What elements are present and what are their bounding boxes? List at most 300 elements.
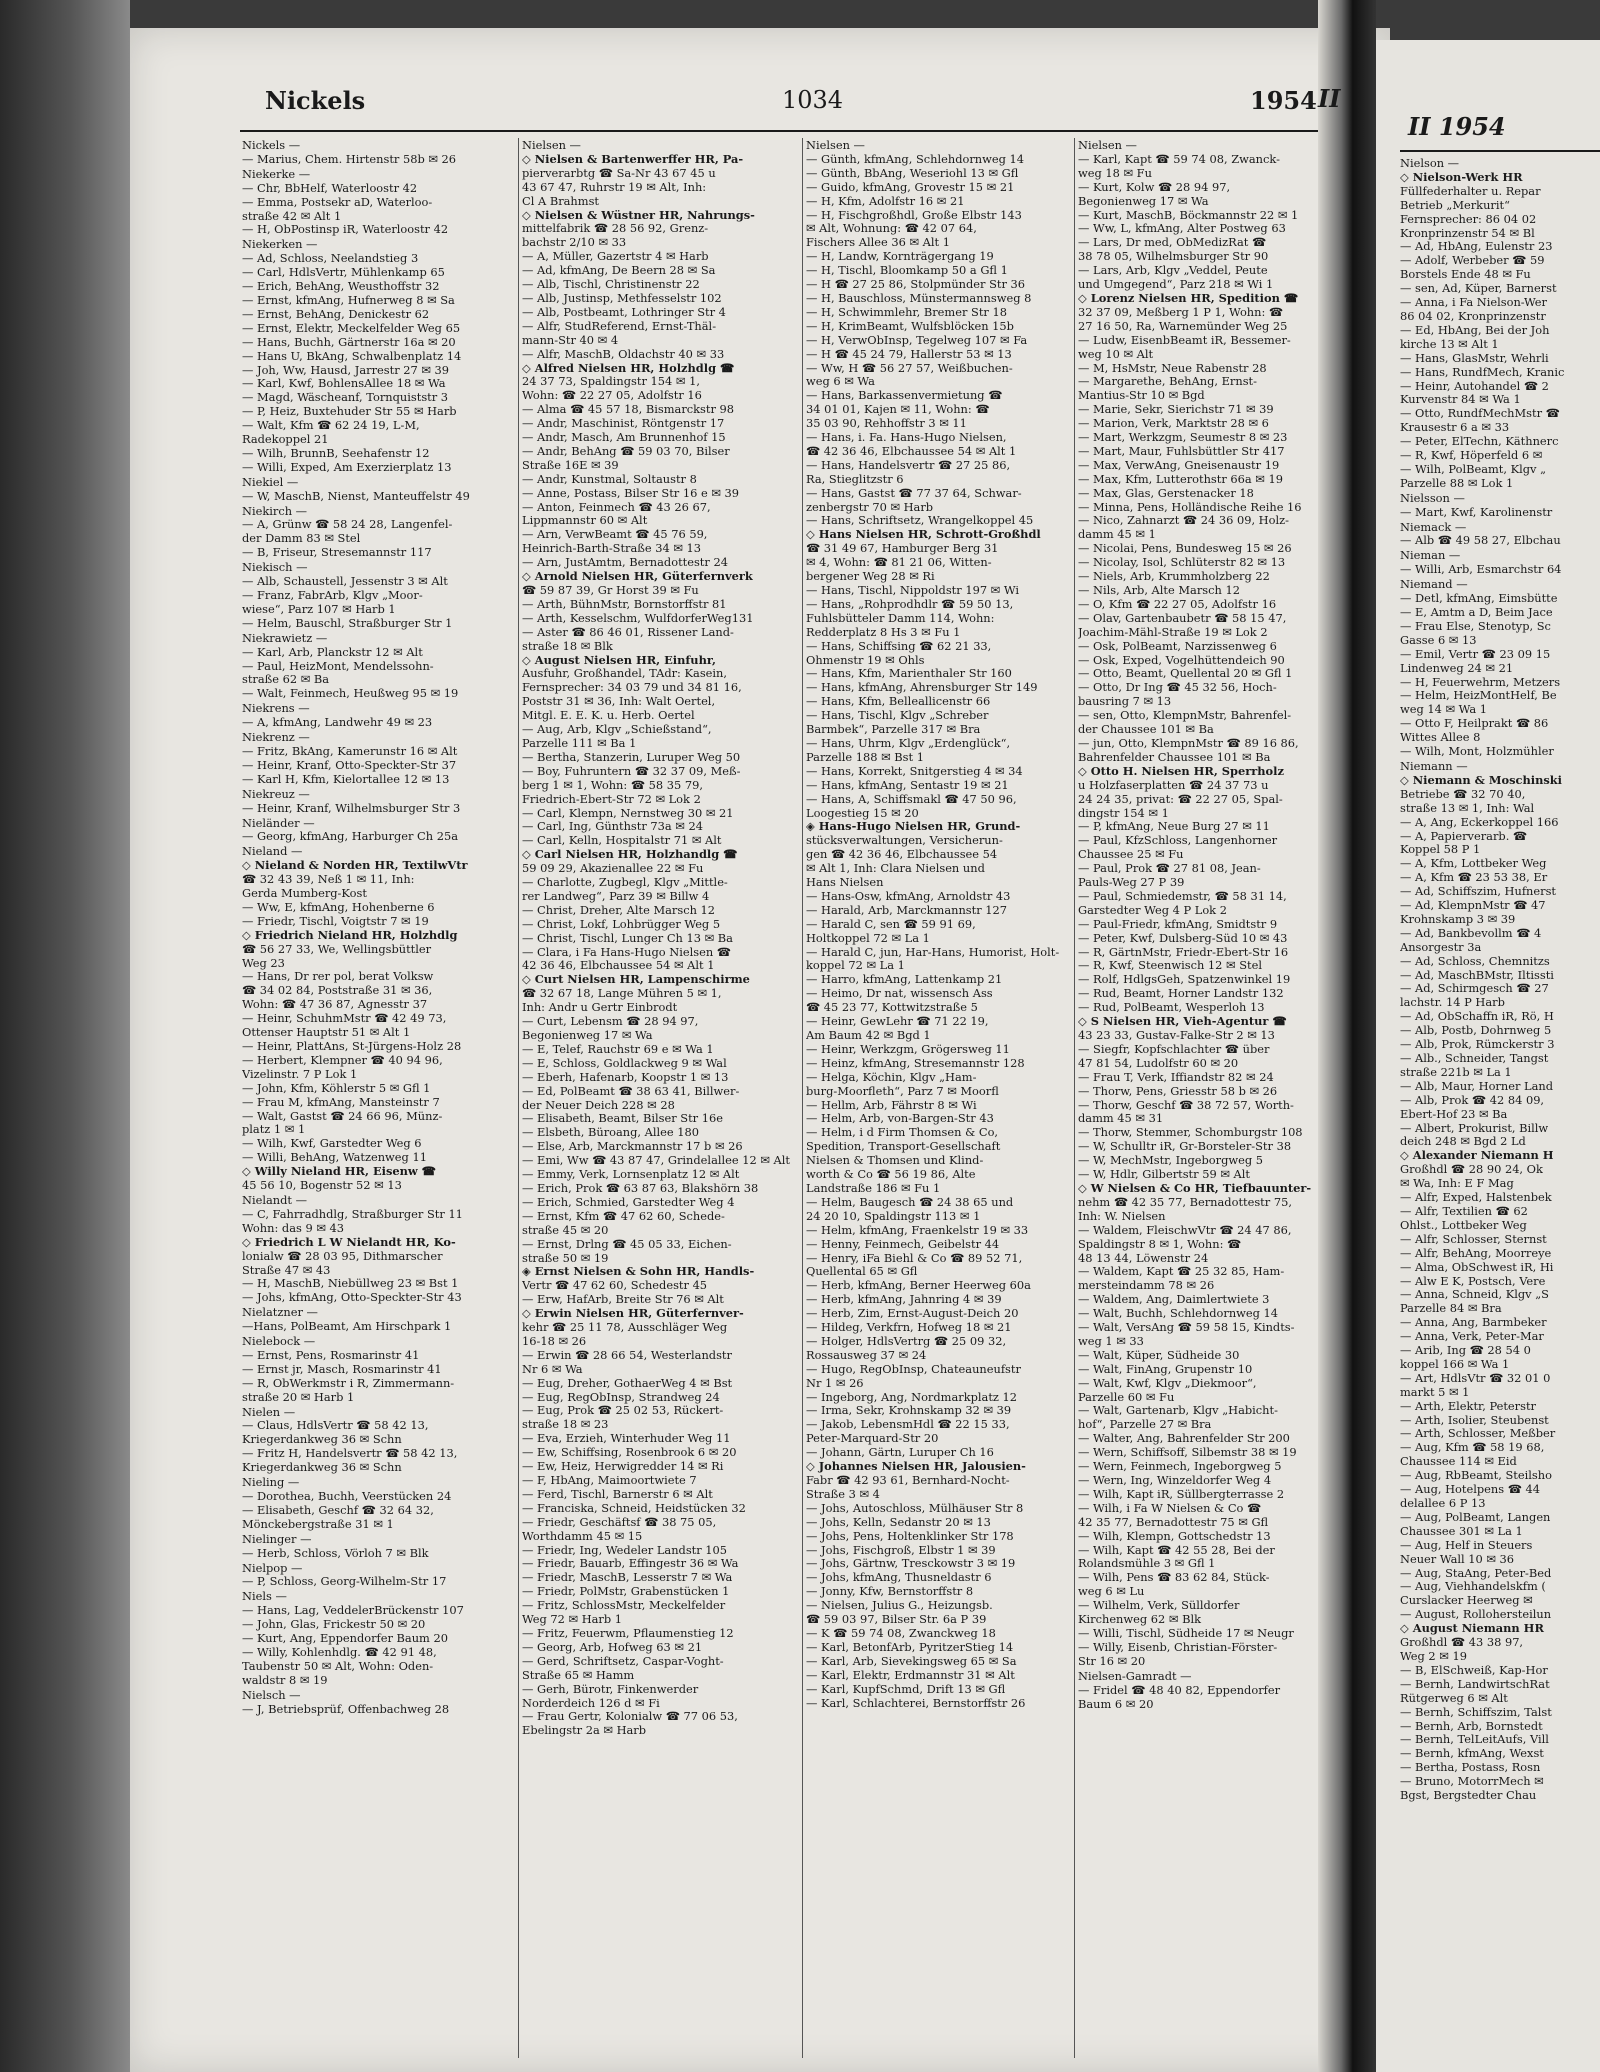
entry-line: — E, Amtm a D, Beim Jace: [1400, 606, 1553, 619]
entry-line: — Hans U, BkAng, Schwalbenplatz 14: [242, 349, 462, 363]
entry-line: Begonienweg 17 ✉ Wa: [522, 1029, 653, 1042]
entry-line: Großhdl ☎ 28 90 24, Ok: [1400, 1163, 1543, 1177]
entry-line: — Arth, Kesselschm, WulfdorferWeg131: [522, 611, 754, 625]
entry-line: — J, Betriebsprüf, Offenbachweg 28: [242, 1702, 450, 1716]
entry-line: straße 42 ✉ Alt 1: [242, 209, 342, 223]
entry-line: — Alb, Schaustell, Jessenstr 3 ✉ Alt: [242, 575, 448, 589]
entry-line: — P, Heiz, Buxtehuder Str 55 ✉ Harb: [242, 405, 457, 419]
entry-line: — A, Kfm ☎ 23 53 38, Er: [1400, 871, 1548, 885]
firm-entry: ◇ Hans Nielsen HR, Schrott-Großhdl: [806, 528, 1041, 542]
entry-line: — Dorothea, Buchh, Veerstücken 24: [242, 1490, 452, 1503]
firm-entry: ◇ W Nielsen & Co HR, Tiefbauunter-: [1078, 1181, 1312, 1195]
entry-line: — Walter, Ang, Bahrenfelder Str 200: [1078, 1432, 1290, 1446]
entry-line: straße 18 ✉ 23: [522, 1418, 609, 1432]
entry-line: — Nielsen, Julius G., Heizungsb.: [806, 1599, 993, 1613]
entry-line: — Emmy, Verk, Lornsenplatz 12 ✉ Alt: [522, 1168, 740, 1182]
entry-line: — Paul, HeizMont, Mendelssohn-: [242, 659, 434, 673]
entry-line: Rossausweg 37 ✉ 24: [806, 1348, 927, 1362]
surname-heading: Nielsson —: [1400, 491, 1465, 505]
entry-line: straße 62 ✉ Ba: [242, 673, 330, 687]
entry-line: — H ☎ 45 24 79, Hallerstr 53 ✉ 13: [806, 347, 1012, 361]
entry-line: — Erwin ☎ 28 66 54, Westerlandstr: [522, 1348, 732, 1362]
entry-line: — Herbert, Klempner ☎ 40 94 96,: [242, 1053, 443, 1067]
entry-line: — Ludw, EisenbBeamt iR, Bessemer-: [1078, 333, 1291, 347]
entry-line: — E, Schloss, Goldlackweg 9 ✉ Wal: [522, 1056, 727, 1070]
entry-line: — Hans, kfmAng, Sentastr 19 ✉ 21: [806, 778, 1009, 792]
entry-line: — Ed, PolBeamt ☎ 38 63 41, Billwer-: [522, 1084, 740, 1098]
entry-line: 27 16 50, Ra, Warnemünder Weg 25: [1078, 319, 1288, 333]
entry-line: — Eberh, Hafenarb, Koopstr 1 ✉ 13: [522, 1070, 729, 1084]
entry-line: — Wilh, Kapt ☎ 42 55 28, Bei der: [1078, 1543, 1275, 1557]
entry-line: — Henny, Feinmech, Geibelstr 44: [806, 1237, 1000, 1251]
entry-line: ✉ Alt, Wohnung: ☎ 42 07 64,: [806, 222, 977, 236]
entry-line: Betrieb „Merkurit“: [1400, 198, 1510, 212]
entry-line: — Ferd, Tischl, Barnerstr 6 ✉ Alt: [522, 1487, 713, 1501]
facing-page-column: [1400, 156, 1600, 2056]
entry-line: Quellental 65 ✉ Gfl: [806, 1265, 918, 1279]
entry-line: — Andr, Kunstmal, Soltaustr 8: [522, 472, 697, 486]
entry-line: — Carl, Klempn, Nernstweg 30 ✉ 21: [522, 806, 734, 820]
entry-line: Heinrich-Barth-Straße 34 ✉ 13: [522, 542, 702, 556]
entry-line: berg 1 ✉ 1, Wohn: ☎ 58 35 79,: [522, 778, 703, 792]
entry-line: — H, MaschB, Niebüllweg 23 ✉ Bst 1: [242, 1277, 459, 1291]
entry-line: — Hans-Osw, kfmAng, Arnoldstr 43: [806, 889, 1011, 903]
entry-line: — Osk, PolBeamt, Narzissenweg 6: [1078, 639, 1277, 653]
entry-line: — Willy, Eisenb, Christian-Förster-: [1078, 1640, 1278, 1654]
firm-entry: ◇ Arnold Nielsen HR, Güterfernverk: [522, 570, 753, 584]
entry-line: — Eug, RegObInsp, Strandweg 24: [522, 1390, 720, 1404]
entry-line: Chaussee 114 ✉ Eid: [1400, 1455, 1517, 1469]
entry-line: — Johs, Pens, Holtenklinker Str 178: [806, 1529, 1014, 1543]
firm-entry: ◇ August Niemann HR: [1400, 1622, 1544, 1636]
entry-line: koppel 166 ✉ Wa 1: [1400, 1357, 1510, 1371]
entry-line: — Harald C, sen ☎ 59 91 69,: [806, 917, 976, 931]
entry-line: — Heinr, Werkzgm, Grögersweg 11: [806, 1042, 1010, 1056]
entry-line: — Curt, Lebensm ☎ 28 94 97,: [522, 1015, 699, 1029]
entry-line: — Wilh, Pens ☎ 83 62 84, Stück-: [1078, 1571, 1270, 1585]
entry-line: — B, ElSchweiß, Kap-Hor: [1400, 1663, 1548, 1677]
entry-line: — Elisabeth, Beamt, Bilser Str 16e: [522, 1112, 723, 1126]
entry-line: 34 01 01, Kajen ✉ 11, Wohn: ☎: [806, 403, 990, 417]
entry-line: straße 221b ✉ La 1: [1400, 1065, 1512, 1079]
entry-line: worth & Co ☎ 56 19 86, Alte: [806, 1168, 976, 1182]
entry-line: Nr 1 ✉ 26: [806, 1376, 864, 1390]
entry-line: Baum 6 ✉ 20: [1078, 1697, 1154, 1711]
entry-line: — Joh, Ww, Hausd, Jarrestr 27 ✉ 39: [242, 363, 450, 377]
entry-line: — Hans, Tischl, Klgv „Schreber: [806, 709, 989, 723]
entry-line: Barmbek“, Parzelle 317 ✉ Bra: [806, 723, 981, 737]
entry-line: — Heinr, GewLehr ☎ 71 22 19,: [806, 1015, 989, 1029]
entry-line: — Helm, Bauschl, Straßburger Str 1: [242, 616, 453, 630]
entry-line: — Ingeborg, Ang, Nordmarkplatz 12: [806, 1390, 1018, 1404]
entry-line: — Nicolai, Pens, Bundesweg 15 ✉ 26: [1078, 542, 1292, 556]
entry-line: — K ☎ 59 74 08, Zwanckweg 18: [806, 1626, 996, 1640]
entry-line: — Walt, Kfm ☎ 62 24 19, L-M,: [242, 419, 420, 433]
entry-line: — Georg, kfmAng, Harburger Ch 25a: [242, 830, 458, 844]
entry-line: — Alfr, MaschB, Oldachstr 40 ✉ 33: [522, 347, 725, 361]
entry-line: — Max, Kfm, Lutterothstr 66a ✉ 19: [1078, 472, 1283, 486]
entry-line: gen ☎ 42 36 46, Elbchaussee 54: [806, 848, 998, 862]
entry-line: — P, kfmAng, Neue Burg 27 ✉ 11: [1078, 820, 1270, 834]
entry-line: — Alb, Prok ☎ 42 84 09,: [1400, 1093, 1545, 1107]
entry-line: Radekoppel 21: [242, 433, 329, 447]
surname-heading: Nielsen —: [1078, 139, 1137, 152]
entry-line: — Hans, Gastst ☎ 77 37 64, Schwar-: [806, 486, 1022, 500]
entry-line: Ebelingstr 2a ✉ Harb: [522, 1724, 647, 1738]
entry-line: straße 50 ✉ 19: [522, 1251, 609, 1265]
entry-line: — Emma, Postsekr aD, Waterloo-: [242, 195, 433, 209]
entry-line: — Art, HdlsVtr ☎ 32 01 0: [1400, 1371, 1551, 1385]
entry-line: Begonienweg 17 ✉ Wa: [1078, 194, 1209, 208]
entry-line: Pauls-Weg 27 P 39: [1078, 876, 1185, 890]
entry-line: — Wilh, Klempn, Gottschedstr 13: [1078, 1529, 1271, 1543]
entry-line: — Karl, Kapt ☎ 59 74 08, Zwanck-: [1078, 152, 1280, 166]
entry-line: nehm ☎ 42 35 77, Bernadottestr 75,: [1078, 1195, 1292, 1209]
entry-line: 43 67 47, Ruhrstr 19 ✉ Alt, Inh:: [522, 180, 707, 194]
entry-line: weg 10 ✉ Alt: [1078, 347, 1154, 361]
entry-line: 59 09 29, Akazienallee 22 ✉ Fu: [522, 862, 704, 876]
entry-line: — B, Friseur, Stresemannstr 117: [242, 546, 432, 560]
entry-line: — Niels, Arb, Krummholzberg 22: [1078, 570, 1270, 584]
entry-line: — Herb, kfmAng, Berner Heerweg 60a: [806, 1279, 1031, 1293]
entry-line: — Johs, kfmAng, Thusneldastr 6: [806, 1571, 992, 1585]
entry-line: 48 13 44, Löwenstr 24: [1078, 1251, 1209, 1265]
entry-line: — John, Kfm, Köhlerstr 5 ✉ Gfl 1: [242, 1081, 431, 1095]
entry-line: — H, Bauschloss, Münstermannsweg 8: [806, 291, 1032, 305]
firm-entry: ◇ Otto H. Nielsen HR, Sperrholz: [1078, 764, 1284, 778]
entry-line: weg 18 ✉ Fu: [1078, 166, 1152, 180]
entry-line: — Olav, Gartenbaubetr ☎ 58 15 47,: [1078, 611, 1287, 625]
entry-line: — Alw E K, Postsch, Vere: [1400, 1274, 1546, 1288]
entry-line: — Ad, Schloss, Chemnitzs: [1400, 954, 1550, 968]
entry-line: — Gerh, Bürotr, Finkenwerder: [522, 1682, 699, 1696]
entry-line: — Hans, Kfm, Belleallicenstr 66: [806, 695, 991, 709]
entry-line: — Helm, HeizMontHelf, Be: [1400, 689, 1557, 703]
entry-line: Ra, Stieglitzstr 6: [806, 472, 904, 486]
entry-line: bausring 7 ✉ 13: [1078, 695, 1172, 709]
entry-line: lonialw ☎ 28 03 95, Dithmarscher: [242, 1249, 443, 1263]
entry-line: — Ad, KlempnMstr ☎ 47: [1400, 899, 1546, 913]
entry-line: Cl A Brahmst: [522, 194, 599, 208]
entry-line: — Alb, Postbeamt, Lothringer Str 4: [522, 305, 726, 319]
entry-line: Curslacker Heerweg ✉: [1400, 1594, 1533, 1608]
entry-line: — Aug, Arb, Klgv „Schießstand“,: [522, 723, 712, 737]
entry-line: — Bernh, Schiffszim, Talst: [1400, 1705, 1552, 1719]
surname-heading: Niels —: [242, 1590, 287, 1604]
running-head-volume: II: [1318, 84, 1341, 113]
entry-line: Fernsprecher: 86 04 02: [1400, 212, 1537, 226]
entry-line: Inh: Andr u Gertr Einbrodt: [522, 1001, 678, 1015]
entry-line: — Ad, kfmAng, De Beern 28 ✉ Sa: [522, 264, 716, 278]
firm-entry: ◈ Ernst Nielsen & Sohn HR, Handls-: [522, 1265, 755, 1279]
entry-line: — Aug, StaAng, Peter-Bed: [1400, 1566, 1552, 1580]
entry-line: — Claus, HdlsVertr ☎ 58 42 13,: [242, 1419, 429, 1433]
entry-line: Rütgerweg 6 ✉ Alt: [1400, 1691, 1508, 1705]
entry-line: — Hans, i. Fa. Hans-Hugo Nielsen,: [806, 431, 1007, 445]
entry-line: — Peter, ElTechn, Käthnerc: [1400, 435, 1559, 449]
entry-line: — Alb, Prok, Rümckerstr 3: [1400, 1038, 1555, 1052]
entry-line: — Ernst jr, Masch, Rosmarinstr 41: [242, 1362, 442, 1376]
entry-line: Kriegerdankweg 36 ✉ Schn: [242, 1461, 402, 1475]
entry-line: — Friedr, Ing, Wedeler Landstr 105: [522, 1543, 728, 1557]
surname-heading: Nielebock —: [242, 1335, 316, 1349]
entry-line: — Thorw, Pens, Griesstr 58 b ✉ 26: [1078, 1084, 1278, 1098]
entry-line: — Walt, Gartenarb, Klgv „Habicht-: [1078, 1404, 1278, 1418]
entry-line: — Heinz, kfmAng, Stresemannstr 128: [806, 1056, 1025, 1070]
entry-line: — John, Glas, Frickestr 50 ✉ 20: [242, 1618, 426, 1632]
entry-line: — Günth, BbAng, Weseriohl 13 ✉ Gfl: [806, 166, 1019, 180]
entry-line: Krausestr 6 a ✉ 33: [1400, 421, 1510, 435]
entry-line: — Hellm, Arb, Fährstr 8 ✉ Wi: [806, 1098, 977, 1112]
entry-line: — Aug, Hotelpens ☎ 44: [1400, 1483, 1540, 1497]
entry-line: — Henry, iFa Biehl & Co ☎ 89 52 71,: [806, 1251, 1023, 1265]
entry-line: Fuhlsbütteler Damm 114, Wohn:: [806, 611, 995, 625]
entry-line: — Bernh, Arb, Bornstedt: [1400, 1719, 1543, 1733]
entry-line: zenbergstr 70 ✉ Harb: [806, 500, 934, 514]
entry-line: Norderdeich 126 d ✉ Fi: [522, 1696, 660, 1710]
entry-line: — Arth, BühnMstr, Bornstorffstr 81: [522, 597, 727, 611]
entry-line: rer Landweg“, Parz 39 ✉ Billw 4: [522, 889, 710, 903]
entry-line: — Friedr, PolMstr, Grabenstücken 1: [522, 1585, 730, 1599]
entry-line: — Arth, Isolier, Steubenst: [1400, 1413, 1549, 1427]
entry-line: — Rud, Beamt, Horner Landstr 132: [1078, 987, 1284, 1001]
entry-line: Inh: W. Nielsen: [1078, 1209, 1166, 1223]
entry-line: — Eug, Dreher, GothaerWeg 4 ✉ Bst: [522, 1376, 733, 1390]
entry-line: — Hugo, RegObInsp, Chateauneufstr: [806, 1362, 1021, 1376]
entry-line: hof“, Parzelle 27 ✉ Bra: [1078, 1418, 1212, 1432]
entry-line: stücksverwaltungen, Versicherun-: [806, 834, 1003, 848]
entry-line: — Wern, Feinmech, Ingeborgweg 5: [1078, 1460, 1282, 1474]
entry-line: waldstr 8 ✉ 19: [242, 1673, 328, 1687]
column-divider: [802, 138, 803, 2058]
entry-line: Nr 6 ✉ Wa: [522, 1362, 583, 1376]
entry-line: — Kurt, Kolw ☎ 28 94 97,: [1078, 180, 1231, 194]
entry-line: — Guido, kfmAng, Grovestr 15 ✉ 21: [806, 180, 1015, 194]
entry-line: — Christ, Lokf, Lohbrügger Weg 5: [522, 917, 721, 931]
entry-line: — Elsbeth, Büroang, Allee 180: [522, 1126, 700, 1140]
book-gutter: [1318, 0, 1376, 2072]
entry-line: Spedition, Transport-Gesellschaft: [806, 1140, 1001, 1154]
entry-line: — Wilh, Kapt iR, Süllbergterrasse 2: [1078, 1487, 1285, 1501]
entry-line: straße 45 ✉ 20: [522, 1223, 609, 1237]
entry-line: ☎ 34 02 84, Poststraße 31 ✉ 36,: [242, 984, 433, 998]
entry-line: — Bruno, MotorrMech ✉: [1400, 1775, 1544, 1789]
entry-line: Ausfuhr, Großhandel, TAdr: Kasein,: [522, 667, 728, 681]
entry-line: — O, Kfm ☎ 22 27 05, Adolfstr 16: [1078, 597, 1277, 611]
entry-line: — C, Fahrradhdlg, Straßburger Str 11: [242, 1207, 463, 1221]
surname-heading: Niekerke —: [242, 167, 311, 181]
entry-line: — A, Grünw ☎ 58 24 28, Langenfel-: [242, 518, 453, 532]
entry-line: — H, ObPostinsp iR, Waterloostr 42: [242, 223, 449, 237]
entry-line: — Alma ☎ 45 57 18, Bismarckstr 98: [522, 403, 735, 417]
entry-line: — Max, VerwAng, Gneisenaustr 19: [1078, 458, 1280, 472]
entry-line: — Frau T, Verk, Iffiandstr 82 ✉ 24: [1078, 1070, 1274, 1084]
firm-entry: ◇ Willy Nieland HR, Eisenw ☎: [242, 1165, 436, 1179]
entry-line: — Heinr, PlattAns, St-Jürgens-Holz 28: [242, 1040, 462, 1053]
entry-line: — Alb, Postb, Dohrnweg 5: [1400, 1024, 1552, 1038]
entry-line: — Willy, Kohlenhdlg. ☎ 42 91 48,: [242, 1645, 437, 1659]
entry-line: 16-18 ✉ 26: [522, 1334, 587, 1348]
entry-line: — Heinr, Kranf, Wilhelmsburger Str 3: [242, 801, 461, 815]
entry-line: wiese“, Parz 107 ✉ Harb 1: [242, 602, 396, 616]
entry-line: — Paul-Friedr, kfmAng, Smidtstr 9: [1078, 917, 1278, 931]
directory-column-2: [522, 138, 794, 2058]
entry-line: — Arth, Elektr, Peterstr: [1400, 1399, 1536, 1413]
entry-line: — H ☎ 27 25 86, Stolpmünder Str 36: [806, 278, 1026, 292]
entry-line: Ohmenstr 19 ✉ Ohls: [806, 653, 925, 667]
entry-line: — Erich, BehAng, Weusthoffstr 32: [242, 280, 440, 294]
entry-line: — Otto, Dr Ing ☎ 45 32 56, Hoch-: [1078, 681, 1277, 695]
entry-line: — Friedr, MaschB, Lesserstr 7 ✉ Wa: [522, 1571, 733, 1585]
entry-line: Füllfederhalter u. Repar: [1400, 184, 1541, 198]
entry-line: — H, KrimBeamt, Wulfsblöcken 15b: [806, 319, 1014, 333]
entry-line: — Karl, Arb, Planckstr 12 ✉ Alt: [242, 645, 423, 659]
entry-line: bachstr 2/10 ✉ 33: [522, 236, 627, 250]
entry-line: damm 45 ✉ 31: [1078, 1112, 1164, 1126]
entry-line: — Friedr, Geschäftsf ☎ 38 75 05,: [522, 1515, 717, 1529]
entry-line: — Mart, Werkzgm, Seumestr 8 ✉ 23: [1078, 431, 1288, 445]
entry-line: Parzelle 188 ✉ Bst 1: [806, 750, 924, 764]
entry-line: — Andr, Masch, Am Brunnenhof 15: [522, 431, 726, 445]
entry-line: Vertr ☎ 47 62 60, Schedestr 45: [522, 1279, 708, 1293]
entry-line: — Rolf, HdlgsGeh, Spatzenwinkel 19: [1078, 973, 1291, 987]
entry-line: — Mart, Maur, Fuhlsbüttler Str 417: [1078, 444, 1285, 458]
entry-line: straße 20 ✉ Harb 1: [242, 1390, 355, 1404]
entry-line: Weg 2 ✉ 19: [1400, 1649, 1467, 1663]
firm-entry: ◇ Curt Nielsen HR, Lampenschirme: [522, 973, 750, 987]
entry-line: u Holzfaserplatten ☎ 24 37 73 u: [1078, 778, 1269, 792]
entry-line: — Georg, Arb, Hofweg 63 ✉ 21: [522, 1640, 703, 1654]
directory-column-1: [242, 138, 514, 2058]
entry-line: Wohn: ☎ 22 27 05, Adolfstr 16: [522, 389, 702, 403]
entry-line: — Irma, Sekr, Krohnskamp 32 ✉ 39: [806, 1404, 1012, 1418]
entry-line: 32 37 09, Meßberg 1 P 1, Wohn: ☎: [1078, 305, 1284, 319]
facing-header-rule: [1400, 150, 1600, 152]
entry-line: Fischers Allee 36 ✉ Alt 1: [806, 236, 950, 250]
entry-line: 45 56 10, Bogenstr 52 ✉ 13: [242, 1179, 402, 1193]
entry-line: Chaussee 301 ✉ La 1: [1400, 1524, 1523, 1538]
entry-line: markt 5 ✉ 1: [1400, 1385, 1470, 1399]
entry-line: ☎ 32 67 18, Lange Mühren 5 ✉ 1,: [522, 987, 722, 1001]
firm-entry: ◇ Alexander Niemann H: [1400, 1149, 1554, 1163]
entry-line: Kurvenstr 84 ✉ Wa 1: [1400, 393, 1521, 407]
entry-line: — Max, Glas, Gerstenacker 18: [1078, 486, 1254, 500]
entry-line: — Arib, Ing ☎ 28 54 0: [1400, 1344, 1531, 1358]
entry-line: — Hans, RundfMech, Kranic: [1400, 365, 1565, 379]
entry-line: — Anna, Schneid, Klgv „S: [1400, 1288, 1549, 1302]
entry-line: — jun, Otto, KlempnMstr ☎ 89 16 86,: [1078, 736, 1299, 750]
entry-line: — Frau Gertr, Kolonialw ☎ 77 06 53,: [522, 1710, 738, 1724]
entry-line: — Ew, Heiz, Herwigredder 14 ✉ Ri: [522, 1460, 724, 1474]
entry-line: — Emi, Ww ☎ 43 87 47, Grindelallee 12 ✉ Alt: [522, 1154, 790, 1168]
entry-line: — Walt, Feinmech, Heußweg 95 ✉ 19: [242, 687, 459, 701]
entry-line: — Thorw, Stemmer, Schomburgstr 108: [1078, 1126, 1303, 1140]
entry-line: — Ad, Bankbevollm ☎ 4: [1400, 926, 1542, 940]
entry-line: — Frau Else, Stenotyp, Sc: [1400, 619, 1551, 633]
entry-line: Mitgl. E. E. K. u. Herb. Oertel: [522, 709, 695, 723]
entry-line: straße 13 ✉ 1, Inh: Wal: [1400, 801, 1535, 815]
entry-line: — Christ, Dreher, Alte Marsch 12: [522, 903, 716, 917]
entry-line: 38 78 05, Wilhelmsburger Str 90: [1078, 250, 1269, 264]
entry-line: — Johs, Kelln, Sedanstr 20 ✉ 13: [806, 1515, 991, 1529]
entry-line: — H, Feuerwehrm, Metzers: [1400, 675, 1561, 689]
surname-heading: Nielsch —: [242, 1688, 301, 1702]
firm-entry: ◇ Lorenz Nielsen HR, Spedition ☎: [1078, 291, 1299, 305]
entry-line: 35 03 90, Rehhoffstr 3 ✉ 11: [806, 417, 967, 431]
entry-line: — Bertha, Postass, Rosn: [1400, 1761, 1541, 1775]
entry-line: ☎ 45 23 77, Kottwitzstraße 5: [806, 1001, 978, 1015]
entry-line: der Chaussee 101 ✉ Ba: [1078, 723, 1214, 737]
firm-entry: ◇ August Nielsen HR, Einfuhr,: [522, 653, 717, 667]
surname-heading: Nielinger —: [242, 1532, 312, 1546]
surname-heading: Nielen —: [242, 1405, 296, 1419]
entry-line: — Wilh, Mont, Holzmühler: [1400, 745, 1554, 759]
surname-heading: Niemand —: [1400, 578, 1468, 592]
entry-line: — Walt, Küper, Südheide 30: [1078, 1348, 1240, 1362]
surname-heading: Nielson —: [1400, 157, 1460, 170]
entry-line: — Ernst, Drlng ☎ 45 05 33, Eichen-: [522, 1237, 732, 1251]
directory-column-3: [806, 138, 1078, 2058]
entry-line: — Carl, Ing, Günthstr 73a ✉ 24: [522, 820, 703, 834]
entry-line: — Hans, Korrekt, Snitgerstieg 4 ✉ 34: [806, 764, 1023, 778]
page-number: 1034: [782, 86, 844, 114]
firm-entry: ◈ Hans-Hugo Nielsen HR, Grund-: [806, 820, 1021, 834]
entry-line: — Fritz H, Handelsvertr ☎ 58 42 13,: [242, 1447, 458, 1461]
entry-line: — Erich, Schmied, Garstedter Weg 4: [522, 1195, 735, 1209]
entry-line: — Paul, Schmiedemstr, ☎ 58 31 14,: [1078, 889, 1287, 903]
entry-line: Ohlst., Lottbeker Weg: [1400, 1218, 1527, 1232]
entry-line: der Neuer Deich 228 ✉ 28: [522, 1098, 675, 1112]
entry-line: — H, Kfm, Adolfstr 16 ✉ 21: [806, 194, 965, 208]
entry-line: — W, Hdlr, Gilbertstr 59 ✉ Alt: [1078, 1168, 1250, 1182]
entry-line: Landstraße 186 ✉ Fu 1: [806, 1181, 941, 1195]
entry-line: — Minna, Pens, Holländische Reihe 16: [1078, 500, 1302, 514]
entry-line: — Alb ☎ 49 58 27, Elbchau: [1400, 534, 1561, 548]
entry-line: — Alfr, Schlosser, Sternst: [1400, 1232, 1547, 1246]
entry-line: straße 18 ✉ Blk: [522, 639, 613, 653]
entry-line: — Emil, Vertr ☎ 23 09 15: [1400, 647, 1551, 661]
entry-line: — R, GärtnMstr, Friedr-Ebert-Str 16: [1078, 945, 1289, 959]
entry-line: ✉ Wa, Inh: E F Mag: [1400, 1177, 1514, 1191]
entry-line: — Aug, PolBeamt, Langen: [1400, 1510, 1551, 1524]
entry-line: — Ww, H ☎ 56 27 57, Weißbuchen-: [806, 361, 1013, 375]
entry-line: — Johs, Fischgroß, Elbstr 1 ✉ 39: [806, 1543, 996, 1557]
entry-line: — Otto F, Heilprakt ☎ 86: [1400, 717, 1549, 731]
entry-line: 24 24 35, privat: ☎ 22 27 05, Spal-: [1078, 792, 1283, 806]
entry-line: — Karl, Arb, Sievekingsweg 65 ✉ Sa: [806, 1654, 1017, 1668]
entry-line: Lindenweg 24 ✉ 21: [1400, 661, 1514, 675]
entry-line: — Wilh, Kwf, Garstedter Weg 6: [242, 1137, 422, 1151]
entry-line: — Hans, GlasMstr, Wehrli: [1400, 351, 1549, 365]
entry-line: — Lars, Dr med, ObMedizRat ☎: [1078, 236, 1267, 250]
entry-line: — Erw, HafArb, Breite Str 76 ✉ Alt: [522, 1293, 724, 1307]
entry-line: — Eva, Erzieh, Winterhuder Weg 11: [522, 1432, 731, 1446]
entry-line: — E, Telef, Rauchstr 69 e ✉ Wa 1: [522, 1042, 714, 1056]
entry-line: Wohn: ☎ 47 36 87, Agnesstr 37: [242, 998, 428, 1012]
entry-line: — Marion, Verk, Marktstr 28 ✉ 6: [1078, 417, 1269, 431]
entry-line: — Alb, Justinsp, Methfesselstr 102: [522, 291, 722, 305]
entry-line: — H, Landw, Kornträgergang 19: [806, 250, 994, 264]
entry-line: — R, ObWerkmstr i R, Zimmermann-: [242, 1376, 455, 1390]
entry-line: ☎ 59 87 39, Gr Horst 39 ✉ Fu: [522, 584, 699, 597]
firm-entry: ◇ Nieland & Norden HR, TextilwVtr: [242, 859, 468, 873]
entry-line: Wittes Allee 8: [1400, 731, 1481, 745]
entry-line: Loogestieg 15 ✉ 20: [806, 806, 919, 820]
entry-line: — Frau M, kfmAng, Mansteinstr 7: [242, 1095, 440, 1109]
entry-line: Kirchenweg 62 ✉ Blk: [1078, 1613, 1201, 1627]
entry-line: pierverarbtg ☎ Sa-Nr 43 67 45 u: [522, 166, 716, 180]
entry-line: Straße 47 ✉ 43: [242, 1263, 331, 1277]
